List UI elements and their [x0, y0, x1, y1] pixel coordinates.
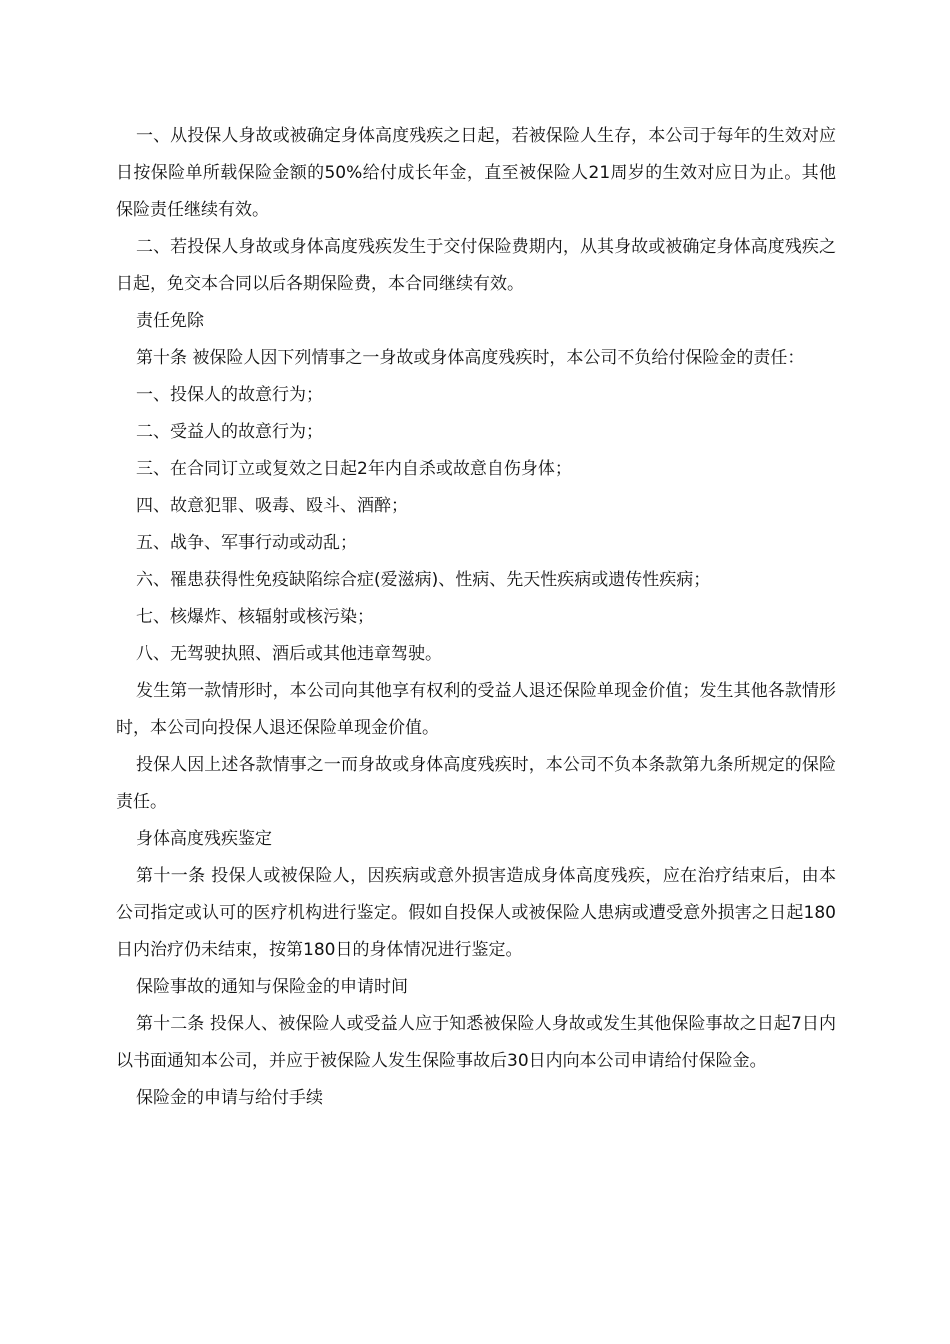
section-heading-exclusions: 责任免除 [136, 311, 204, 331]
exclusion-item-5: 五、战争、军事行动或动乱； [136, 533, 357, 553]
article-12: 第十二条 投保人、被保险人或受益人应于知悉被保险人身故或发生其他保险事故之日起7日内以书面通知本公司，并应于被保险人发生保险事故后30日内向本公司申请给付保险金。 [116, 1014, 836, 1071]
exclusion-item-6: 六、罹患获得性免疫缺陷综合症(爱滋病)、性病、先天性疾病或遗传性疾病； [136, 570, 711, 590]
document-body [116, 118, 836, 1117]
paragraph-benefit-clause-1: 一、从投保人身故或被确定身体高度残疾之日起，若被保险人生存，本公司于每年的生效对应日按保险单所载保险金额的50%给付成长年金，直至被保险人21周岁的生效对应日为止。其他保险责任继续有效。 [116, 126, 836, 220]
section-heading-claim-procedure: 保险金的申请与给付手续 [136, 1088, 323, 1108]
exclusion-item-3: 三、在合同订立或复效之日起2年内自杀或故意自伤身体； [136, 459, 572, 479]
section-heading-notification: 保险事故的通知与保险金的申请时间 [136, 977, 408, 997]
refund-paragraph: 发生第一款情形时，本公司向其他享有权利的受益人退还保险单现金价值；发生其他各款情形时，本公司向投保人退还保险单现金价值。 [116, 681, 836, 738]
exclusion-item-7: 七、核爆炸、核辐射或核污染； [136, 607, 374, 627]
paragraph-benefit-clause-2: 二、若投保人身故或身体高度残疾发生于交付保险费期内，从其身故或被确定身体高度残疾之日起，免交本合同以后各期保险费，本合同继续有效。 [116, 237, 836, 294]
exclusion-item-2: 二、受益人的故意行为； [136, 422, 323, 442]
liability-paragraph: 投保人因上述各款情事之一而身故或身体高度残疾时，本公司不负本条款第九条所规定的保险责任。 [116, 755, 836, 812]
section-heading-disability-assessment: 身体高度残疾鉴定 [136, 829, 272, 849]
exclusion-item-1: 一、投保人的故意行为； [136, 385, 323, 405]
article-10: 第十条 被保险人因下列情事之一身故或身体高度残疾时，本公司不负给付保险金的责任： [136, 348, 805, 368]
exclusion-item-8: 八、无驾驶执照、酒后或其他违章驾驶。 [136, 644, 442, 664]
exclusion-item-4: 四、故意犯罪、吸毒、殴斗、酒醉； [136, 496, 408, 516]
article-11: 第十一条 投保人或被保险人，因疾病或意外损害造成身体高度残疾，应在治疗结束后，由本公司指定或认可的医疗机构进行鉴定。假如自投保人或被保险人患病或遭受意外损害之日起180日内治疗仍未结束，按第180日的身体情况进行鉴定。 [116, 866, 836, 960]
